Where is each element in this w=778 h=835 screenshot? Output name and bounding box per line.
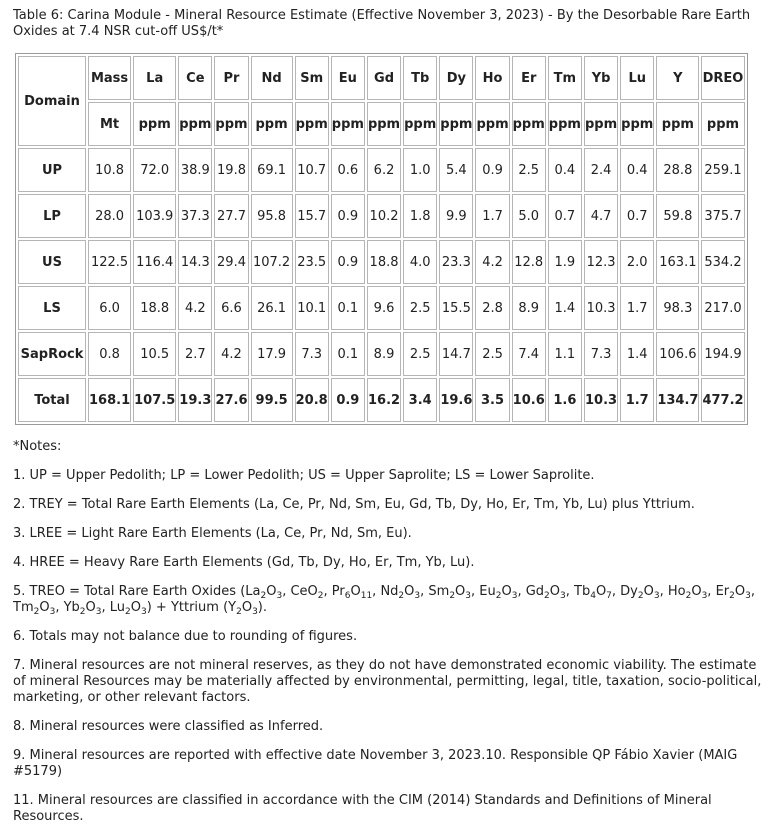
resource-table (15, 53, 748, 425)
table-row (18, 240, 745, 284)
value-cell: 0.4 (620, 148, 654, 192)
note-text: O (266, 584, 277, 599)
value-cell: 9.6 (367, 286, 401, 330)
note-text: Nd (380, 584, 399, 599)
value-cell: 0.9 (331, 240, 365, 284)
subscript: 11 (360, 591, 373, 601)
value-cell: 99.5 (251, 378, 293, 422)
value-cell: 14.7 (439, 332, 473, 376)
separator: , (101, 600, 110, 615)
value-cell: 19.3 (178, 378, 212, 422)
value-cell: 2.8 (475, 286, 509, 330)
value-cell: 116.4 (133, 240, 176, 284)
value-cell: 0.7 (620, 194, 654, 238)
value-cell: 0.7 (548, 194, 582, 238)
value-cell: 1.0 (403, 148, 437, 192)
domain-header: Domain (18, 56, 86, 146)
unit-header: ppm (475, 102, 509, 146)
value-cell: 18.8 (367, 240, 401, 284)
column-header: Dy (439, 56, 473, 100)
subscript: 3 (414, 591, 421, 601)
separator: , (372, 584, 381, 599)
note-9: 9. Mineral resources are reported with effective date November 3, 2023.10. Responsible QP Fábio Xavier (MAIG #5179) (13, 748, 738, 779)
value-cell: 72.0 (133, 148, 176, 192)
subscript: 3 (701, 591, 708, 601)
subscript: 3 (252, 607, 258, 617)
note-text: Er (715, 584, 730, 599)
column-header: Er (512, 56, 546, 100)
subscript: 3 (276, 591, 283, 601)
note-text: ) + Yttrium (Y (146, 600, 237, 615)
note-text: O (691, 584, 702, 599)
value-cell: 1.1 (548, 332, 582, 376)
value-cell: 10.3 (584, 378, 618, 422)
value-cell: 27.7 (214, 194, 248, 238)
note-text: O (734, 584, 746, 599)
value-cell: 534.2 (701, 240, 744, 284)
unit-header: ppm (367, 102, 401, 146)
note-text: Lu (109, 600, 126, 615)
unit-header: ppm (133, 102, 176, 146)
value-cell: 10.7 (295, 148, 329, 192)
note-text: Dy (620, 584, 638, 599)
subscript: 2 (125, 607, 131, 617)
value-cell: 1.4 (548, 286, 582, 330)
value-cell: 1.4 (620, 332, 654, 376)
value-cell: 10.3 (584, 286, 618, 330)
subscript: 3 (511, 591, 518, 601)
value-cell: 2.5 (475, 332, 509, 376)
value-cell: 0.6 (331, 148, 365, 192)
table-caption: Table 6: Carina Module - Mineral Resource Estimate (Effective November 3, 2023) - By the Desorbable Rare Earth Oxides at 7.4 NSR cut-off US$/t* (13, 8, 751, 39)
value-cell: 4.2 (475, 240, 509, 284)
note-text: O (241, 600, 253, 615)
note-11: 11. Mineral resources are classified in accordance with the CIM (2014) Standards and Definitions of Mineral Resources. (13, 793, 712, 824)
separator: , (517, 584, 526, 599)
separator: , (659, 584, 668, 599)
value-cell: 107.5 (133, 378, 176, 422)
column-header: Yb (584, 56, 618, 100)
value-cell: 28.8 (656, 148, 699, 192)
value-cell: 10.1 (295, 286, 329, 330)
note-1: 1. UP = Upper Pedolith; LP = Lower Pedolith; US = Upper Saprolite; LS = Lower Saprolite. (13, 468, 595, 483)
value-cell: 106.6 (656, 332, 699, 376)
value-cell: 194.9 (701, 332, 744, 376)
note-text: O (549, 584, 560, 599)
note-7: 7. Mineral resources are not mineral reserves, as they do not have demonstrated economic viability. The estimate of mineral Resources may be materially affected by environmental, permitting, legal, title, taxation, socio-political, marketing, or other relevant factors. (13, 658, 762, 705)
unit-header: ppm (512, 102, 546, 146)
subscript: 2 (317, 591, 324, 601)
value-cell: 217.0 (701, 286, 744, 330)
subscript: 7 (606, 591, 612, 601)
note-text: O (350, 584, 361, 599)
subscript: 3 (745, 591, 751, 601)
separator: , (420, 584, 429, 599)
column-header: Mass (88, 56, 131, 100)
note-text: 5. TREO = Total Rare Earth Oxides ( (13, 584, 246, 599)
unit-header: ppm (548, 102, 582, 146)
subscript: 3 (560, 591, 566, 601)
value-cell: 16.2 (367, 378, 401, 422)
column-header: Nd (251, 56, 293, 100)
unit-header: ppm (331, 102, 365, 146)
column-header: Y (656, 56, 699, 100)
subscript: 2 (544, 591, 550, 601)
note-8: 8. Mineral resources were classified as Inferred. (13, 719, 324, 734)
subscript: 4 (590, 591, 596, 601)
note-3: 3. LREE = Light Rare Earth Elements (La, Ce, Pr, Nd, Sm, Eu). (13, 526, 412, 541)
value-cell: 134.7 (656, 378, 699, 422)
value-cell: 7.3 (584, 332, 618, 376)
note-text: O (130, 600, 141, 615)
domain-cell: LS (18, 286, 86, 330)
domain-cell: LP (18, 194, 86, 238)
value-cell: 26.1 (251, 286, 293, 330)
value-cell: 19.8 (214, 148, 248, 192)
value-cell: 0.4 (548, 148, 582, 192)
value-cell: 2.5 (403, 286, 437, 330)
value-cell: 477.2 (701, 378, 744, 422)
note-text: O (595, 584, 607, 599)
column-header: Eu (331, 56, 365, 100)
value-cell: 19.6 (439, 378, 473, 422)
value-cell: 0.8 (88, 332, 131, 376)
unit-header: ppm (701, 102, 744, 146)
note-6: 6. Totals may not balance due to rounding of figures. (13, 629, 358, 644)
subscript: 2 (637, 591, 644, 601)
domain-cell: UP (18, 148, 86, 192)
value-cell: 107.2 (251, 240, 293, 284)
unit-header: ppm (656, 102, 699, 146)
value-cell: 69.1 (251, 148, 293, 192)
column-header: Sm (295, 56, 329, 100)
value-cell: 7.3 (295, 332, 329, 376)
subscript: 3 (465, 591, 472, 601)
separator: , (282, 584, 291, 599)
value-cell: 37.3 (178, 194, 212, 238)
note-text: La (245, 584, 261, 599)
value-cell: 17.9 (251, 332, 293, 376)
value-cell: 6.2 (367, 148, 401, 192)
value-cell: 4.2 (214, 332, 248, 376)
unit-header: ppm (251, 102, 293, 146)
value-cell: 59.8 (656, 194, 699, 238)
note-text: CeO (290, 584, 318, 599)
unit-header-row (18, 102, 745, 146)
value-cell: 12.3 (584, 240, 618, 284)
value-cell: 2.5 (403, 332, 437, 376)
separator: , (707, 584, 716, 599)
note-text: O (501, 584, 512, 599)
column-header: DREO (701, 56, 744, 100)
value-cell: 2.5 (512, 148, 546, 192)
subscript: 2 (33, 607, 40, 617)
value-cell: 0.9 (331, 378, 365, 422)
value-cell: 2.7 (178, 332, 212, 376)
notes-section (13, 439, 766, 825)
notes-title: *Notes: (13, 439, 62, 454)
value-cell: 1.7 (620, 378, 654, 422)
value-cell: 0.9 (475, 148, 509, 192)
domain-cell: US (18, 240, 86, 284)
column-header: Lu (620, 56, 654, 100)
unit-header: ppm (214, 102, 248, 146)
separator: , (565, 584, 574, 599)
value-cell: 8.9 (367, 332, 401, 376)
table-row (18, 194, 745, 238)
subscript: 2 (449, 591, 456, 601)
value-cell: 18.8 (133, 286, 176, 330)
value-cell: 259.1 (701, 148, 744, 192)
note-text: O (643, 584, 654, 599)
value-cell: 1.8 (403, 194, 437, 238)
value-cell: 5.0 (512, 194, 546, 238)
separator: , (750, 584, 755, 599)
note-text: Yb (63, 600, 80, 615)
unit-header: ppm (439, 102, 473, 146)
column-header: Gd (367, 56, 401, 100)
value-cell: 6.6 (214, 286, 248, 330)
value-cell: 38.9 (178, 148, 212, 192)
value-cell: 7.4 (512, 332, 546, 376)
separator: , (55, 600, 64, 615)
value-cell: 168.1 (88, 378, 131, 422)
value-cell: 2.0 (620, 240, 654, 284)
column-header: Pr (214, 56, 248, 100)
note-text: O (455, 584, 466, 599)
value-cell: 103.9 (133, 194, 176, 238)
column-header: La (133, 56, 176, 100)
unit-header: ppm (403, 102, 437, 146)
value-cell: 23.5 (295, 240, 329, 284)
value-cell: 10.5 (133, 332, 176, 376)
subscript: 2 (729, 591, 735, 601)
value-cell: 10.2 (367, 194, 401, 238)
note-text: Tm (13, 600, 34, 615)
value-cell: 14.3 (178, 240, 212, 284)
value-cell: 4.0 (403, 240, 437, 284)
table-body (18, 148, 745, 422)
value-cell: 1.7 (620, 286, 654, 330)
note-text: O (85, 600, 96, 615)
subscript: 3 (95, 607, 102, 617)
value-cell: 95.8 (251, 194, 293, 238)
value-cell: 8.9 (512, 286, 546, 330)
column-header: Tm (548, 56, 582, 100)
total-row (18, 378, 745, 422)
table-row (18, 286, 745, 330)
value-cell: 27.6 (214, 378, 248, 422)
subscript: 3 (140, 607, 147, 617)
unit-header: ppm (295, 102, 329, 146)
value-cell: 12.8 (512, 240, 546, 284)
value-cell: 0.1 (331, 332, 365, 376)
note-text: Gd (525, 584, 545, 599)
table-row (18, 332, 745, 376)
column-header: Tb (403, 56, 437, 100)
value-cell: 10.8 (88, 148, 131, 192)
value-cell: 98.3 (656, 286, 699, 330)
column-header-row (18, 56, 745, 100)
value-cell: 29.4 (214, 240, 248, 284)
value-cell: 1.7 (475, 194, 509, 238)
unit-header: ppm (178, 102, 212, 146)
unit-header: ppm (620, 102, 654, 146)
note-text: O (404, 584, 415, 599)
note-4: 4. HREE = Heavy Rare Earth Elements (Gd, Tb, Dy, Ho, Er, Tm, Yb, Lu). (13, 555, 475, 570)
column-header: Ce (178, 56, 212, 100)
note-text: Pr (331, 584, 345, 599)
table-row (18, 148, 745, 192)
subscript: 2 (685, 591, 692, 601)
value-cell: 0.1 (331, 286, 365, 330)
value-cell: 15.5 (439, 286, 473, 330)
value-cell: 0.9 (331, 194, 365, 238)
value-cell: 28.0 (88, 194, 131, 238)
value-cell: 163.1 (656, 240, 699, 284)
note-text: Tb (574, 584, 591, 599)
unit-header: Mt (88, 102, 131, 146)
value-cell: 10.6 (512, 378, 546, 422)
subscript: 3 (653, 591, 660, 601)
note-text: Sm (428, 584, 450, 599)
unit-header: ppm (584, 102, 618, 146)
separator: , (471, 584, 480, 599)
note-text: ). (257, 600, 268, 615)
value-cell: 122.5 (88, 240, 131, 284)
value-cell: 3.5 (475, 378, 509, 422)
value-cell: 15.7 (295, 194, 329, 238)
value-cell: 5.4 (439, 148, 473, 192)
column-header: Ho (475, 56, 509, 100)
value-cell: 4.7 (584, 194, 618, 238)
subscript: 3 (49, 607, 56, 617)
note-5 (13, 584, 766, 616)
domain-cell: SapRock (18, 332, 86, 376)
value-cell: 1.6 (548, 378, 582, 422)
value-cell: 23.3 (439, 240, 473, 284)
subscript: 2 (495, 591, 502, 601)
subscript: 2 (79, 607, 86, 617)
note-text: Eu (479, 584, 496, 599)
subscript: 2 (398, 591, 405, 601)
note-text: Ho (667, 584, 686, 599)
separator: , (611, 584, 621, 599)
domain-cell: Total (18, 378, 86, 422)
value-cell: 9.9 (439, 194, 473, 238)
note-2: 2. TREY = Total Rare Earth Elements (La, Ce, Pr, Nd, Sm, Eu, Gd, Tb, Dy, Ho, Er, Tm, Yb, Lu) plus Yttrium. (13, 497, 695, 512)
subscript: 2 (260, 591, 267, 601)
value-cell: 1.9 (548, 240, 582, 284)
value-cell: 375.7 (701, 194, 744, 238)
value-cell: 4.2 (178, 286, 212, 330)
value-cell: 3.4 (403, 378, 437, 422)
note-text: O (39, 600, 50, 615)
value-cell: 6.0 (88, 286, 131, 330)
separator: , (323, 584, 332, 599)
subscript: 2 (236, 607, 242, 617)
value-cell: 20.8 (295, 378, 329, 422)
subscript: 6 (344, 591, 351, 601)
value-cell: 2.4 (584, 148, 618, 192)
